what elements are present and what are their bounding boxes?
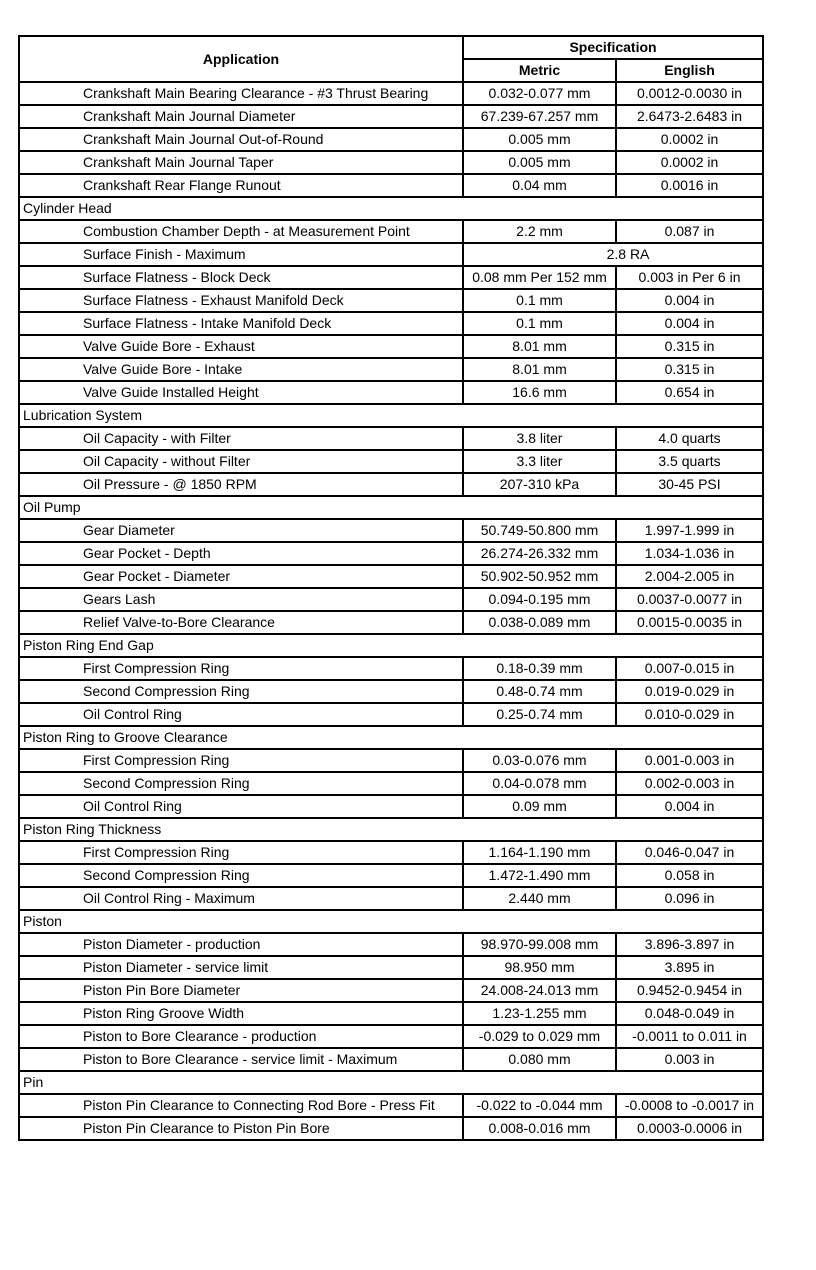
english-cell: 1.034-1.036 in — [616, 542, 763, 565]
spec-row — [19, 128, 763, 151]
application-cell: Gear Diameter — [19, 519, 463, 542]
application-cell: Crankshaft Main Bearing Clearance - #3 Thrust Bearing — [19, 82, 463, 105]
section-row — [19, 404, 763, 427]
metric-cell: 0.032-0.077 mm — [463, 82, 616, 105]
metric-cell: 0.25-0.74 mm — [463, 703, 616, 726]
spec-row — [19, 174, 763, 197]
spec-row — [19, 427, 763, 450]
spec-row — [19, 749, 763, 772]
metric-cell: 98.970-99.008 mm — [463, 933, 616, 956]
metric-cell: -0.022 to -0.044 mm — [463, 1094, 616, 1117]
english-cell: 0.004 in — [616, 289, 763, 312]
spec-row — [19, 657, 763, 680]
english-cell: 0.007-0.015 in — [616, 657, 763, 680]
metric-cell: 0.04 mm — [463, 174, 616, 197]
application-cell: Oil Control Ring — [19, 795, 463, 818]
section-title: Piston — [19, 910, 763, 933]
metric-cell: 2.2 mm — [463, 220, 616, 243]
english-cell: 30-45 PSI — [616, 473, 763, 496]
spec-row — [19, 680, 763, 703]
application-cell: First Compression Ring — [19, 841, 463, 864]
application-cell: Surface Flatness - Exhaust Manifold Deck — [19, 289, 463, 312]
section-title: Piston Ring Thickness — [19, 818, 763, 841]
english-cell: 0.058 in — [616, 864, 763, 887]
metric-cell: 1.164-1.190 mm — [463, 841, 616, 864]
english-cell: 0.0016 in — [616, 174, 763, 197]
metric-cell: 0.1 mm — [463, 289, 616, 312]
spec-row — [19, 588, 763, 611]
english-cell: 2.6473-2.6483 in — [616, 105, 763, 128]
section-row — [19, 1071, 763, 1094]
spec-row — [19, 979, 763, 1002]
application-cell: Crankshaft Main Journal Taper — [19, 151, 463, 174]
metric-cell: 3.3 liter — [463, 450, 616, 473]
application-cell: Gear Pocket - Depth — [19, 542, 463, 565]
application-cell: Oil Capacity - without Filter — [19, 450, 463, 473]
application-cell: Second Compression Ring — [19, 680, 463, 703]
english-cell: 3.5 quarts — [616, 450, 763, 473]
application-cell: Surface Flatness - Intake Manifold Deck — [19, 312, 463, 335]
application-cell: First Compression Ring — [19, 657, 463, 680]
english-cell: 0.002-0.003 in — [616, 772, 763, 795]
application-cell: Piston Diameter - production — [19, 933, 463, 956]
spec-row — [19, 542, 763, 565]
application-cell: Piston Pin Clearance to Connecting Rod Bore - Press Fit — [19, 1094, 463, 1117]
english-header: English — [616, 59, 763, 82]
application-cell: Valve Guide Bore - Intake — [19, 358, 463, 381]
english-cell: 0.0015-0.0035 in — [616, 611, 763, 634]
spec-row — [19, 243, 763, 266]
metric-cell: 207-310 kPa — [463, 473, 616, 496]
english-cell: 3.895 in — [616, 956, 763, 979]
spec-row — [19, 450, 763, 473]
metric-cell: 0.080 mm — [463, 1048, 616, 1071]
spec-row — [19, 772, 763, 795]
spec-row — [19, 795, 763, 818]
spec-row — [19, 335, 763, 358]
spec-row — [19, 956, 763, 979]
english-cell: 0.003 in — [616, 1048, 763, 1071]
table-header — [19, 36, 763, 82]
english-cell: 0.0002 in — [616, 128, 763, 151]
metric-cell: 0.008-0.016 mm — [463, 1117, 616, 1140]
spec-row — [19, 1025, 763, 1048]
application-header: Application — [19, 36, 463, 82]
spec-row — [19, 312, 763, 335]
application-cell: First Compression Ring — [19, 749, 463, 772]
application-cell: Combustion Chamber Depth - at Measurement Point — [19, 220, 463, 243]
english-cell: 0.096 in — [616, 887, 763, 910]
application-cell: Oil Pressure - @ 1850 RPM — [19, 473, 463, 496]
spec-row — [19, 381, 763, 404]
specification-header: Specification — [463, 36, 763, 59]
english-cell: 1.997-1.999 in — [616, 519, 763, 542]
section-title: Pin — [19, 1071, 763, 1094]
spec-row — [19, 82, 763, 105]
metric-cell: 50.902-50.952 mm — [463, 565, 616, 588]
english-cell: 0.004 in — [616, 795, 763, 818]
section-title: Oil Pump — [19, 496, 763, 519]
metric-cell: 0.1 mm — [463, 312, 616, 335]
english-cell: 2.004-2.005 in — [616, 565, 763, 588]
english-cell: 0.003 in Per 6 in — [616, 266, 763, 289]
metric-cell: 0.005 mm — [463, 151, 616, 174]
spec-row — [19, 1002, 763, 1025]
application-cell: Second Compression Ring — [19, 772, 463, 795]
spec-row — [19, 703, 763, 726]
spec-row — [19, 289, 763, 312]
application-cell: Valve Guide Bore - Exhaust — [19, 335, 463, 358]
application-cell: Piston Pin Bore Diameter — [19, 979, 463, 1002]
application-cell: Gear Pocket - Diameter — [19, 565, 463, 588]
application-cell: Oil Capacity - with Filter — [19, 427, 463, 450]
section-title: Piston Ring End Gap — [19, 634, 763, 657]
section-row — [19, 726, 763, 749]
english-cell: 0.315 in — [616, 335, 763, 358]
metric-cell: 50.749-50.800 mm — [463, 519, 616, 542]
english-cell: 0.0012-0.0030 in — [616, 82, 763, 105]
metric-header: Metric — [463, 59, 616, 82]
application-cell: Relief Valve-to-Bore Clearance — [19, 611, 463, 634]
english-cell: 0.654 in — [616, 381, 763, 404]
spec-row — [19, 933, 763, 956]
spec-row — [19, 864, 763, 887]
section-row — [19, 197, 763, 220]
application-cell: Second Compression Ring — [19, 864, 463, 887]
spec-row — [19, 1094, 763, 1117]
english-cell: 0.019-0.029 in — [616, 680, 763, 703]
english-cell: 0.0003-0.0006 in — [616, 1117, 763, 1140]
metric-cell: 26.274-26.332 mm — [463, 542, 616, 565]
application-cell: Piston to Bore Clearance - service limit - Maximum — [19, 1048, 463, 1071]
spec-row — [19, 1117, 763, 1140]
application-cell: Crankshaft Rear Flange Runout — [19, 174, 463, 197]
spec-row — [19, 1048, 763, 1071]
metric-cell: 24.008-24.013 mm — [463, 979, 616, 1002]
english-cell: 0.087 in — [616, 220, 763, 243]
metric-cell: 0.04-0.078 mm — [463, 772, 616, 795]
metric-cell: 0.18-0.39 mm — [463, 657, 616, 680]
application-cell: Crankshaft Main Journal Diameter — [19, 105, 463, 128]
spec-row — [19, 266, 763, 289]
metric-cell: 3.8 liter — [463, 427, 616, 450]
application-cell: Surface Flatness - Block Deck — [19, 266, 463, 289]
spec-row — [19, 358, 763, 381]
section-title: Cylinder Head — [19, 197, 763, 220]
metric-cell: 0.09 mm — [463, 795, 616, 818]
section-row — [19, 634, 763, 657]
application-cell: Piston Ring Groove Width — [19, 1002, 463, 1025]
section-row — [19, 910, 763, 933]
metric-cell: 0.48-0.74 mm — [463, 680, 616, 703]
english-cell: -0.0008 to -0.0017 in — [616, 1094, 763, 1117]
spec-row — [19, 151, 763, 174]
table-body — [19, 82, 763, 1140]
application-cell: Oil Control Ring — [19, 703, 463, 726]
english-cell: -0.0011 to 0.011 in — [616, 1025, 763, 1048]
metric-cell: 0.038-0.089 mm — [463, 611, 616, 634]
metric-cell: 8.01 mm — [463, 358, 616, 381]
english-cell: 0.010-0.029 in — [616, 703, 763, 726]
english-cell: 0.048-0.049 in — [616, 1002, 763, 1025]
application-cell: Crankshaft Main Journal Out-of-Round — [19, 128, 463, 151]
application-cell: Valve Guide Installed Height — [19, 381, 463, 404]
metric-cell: 1.472-1.490 mm — [463, 864, 616, 887]
english-cell: 0.315 in — [616, 358, 763, 381]
metric-cell: 8.01 mm — [463, 335, 616, 358]
metric-cell: 0.08 mm Per 152 mm — [463, 266, 616, 289]
metric-cell: 2.440 mm — [463, 887, 616, 910]
english-cell: 4.0 quarts — [616, 427, 763, 450]
spec-row — [19, 565, 763, 588]
shared-value-cell: 2.8 RA — [463, 243, 763, 266]
section-row — [19, 818, 763, 841]
english-cell: 0.0002 in — [616, 151, 763, 174]
application-cell: Surface Finish - Maximum — [19, 243, 463, 266]
english-cell: 3.896-3.897 in — [616, 933, 763, 956]
application-cell: Gears Lash — [19, 588, 463, 611]
metric-cell: 1.23-1.255 mm — [463, 1002, 616, 1025]
metric-cell: 67.239-67.257 mm — [463, 105, 616, 128]
application-cell: Piston Diameter - service limit — [19, 956, 463, 979]
spec-row — [19, 105, 763, 128]
english-cell: 0.9452-0.9454 in — [616, 979, 763, 1002]
spec-row — [19, 220, 763, 243]
metric-cell: 16.6 mm — [463, 381, 616, 404]
spec-row — [19, 841, 763, 864]
metric-cell: 98.950 mm — [463, 956, 616, 979]
spec-row — [19, 519, 763, 542]
metric-cell: -0.029 to 0.029 mm — [463, 1025, 616, 1048]
specification-table — [18, 35, 764, 1141]
english-cell: 0.004 in — [616, 312, 763, 335]
metric-cell: 0.094-0.195 mm — [463, 588, 616, 611]
spec-row — [19, 473, 763, 496]
section-title: Lubrication System — [19, 404, 763, 427]
application-cell: Piston Pin Clearance to Piston Pin Bore — [19, 1117, 463, 1140]
section-title: Piston Ring to Groove Clearance — [19, 726, 763, 749]
english-cell: 0.0037-0.0077 in — [616, 588, 763, 611]
section-row — [19, 496, 763, 519]
application-cell: Oil Control Ring - Maximum — [19, 887, 463, 910]
spec-row — [19, 887, 763, 910]
english-cell: 0.001-0.003 in — [616, 749, 763, 772]
metric-cell: 0.005 mm — [463, 128, 616, 151]
english-cell: 0.046-0.047 in — [616, 841, 763, 864]
metric-cell: 0.03-0.076 mm — [463, 749, 616, 772]
spec-row — [19, 611, 763, 634]
application-cell: Piston to Bore Clearance - production — [19, 1025, 463, 1048]
